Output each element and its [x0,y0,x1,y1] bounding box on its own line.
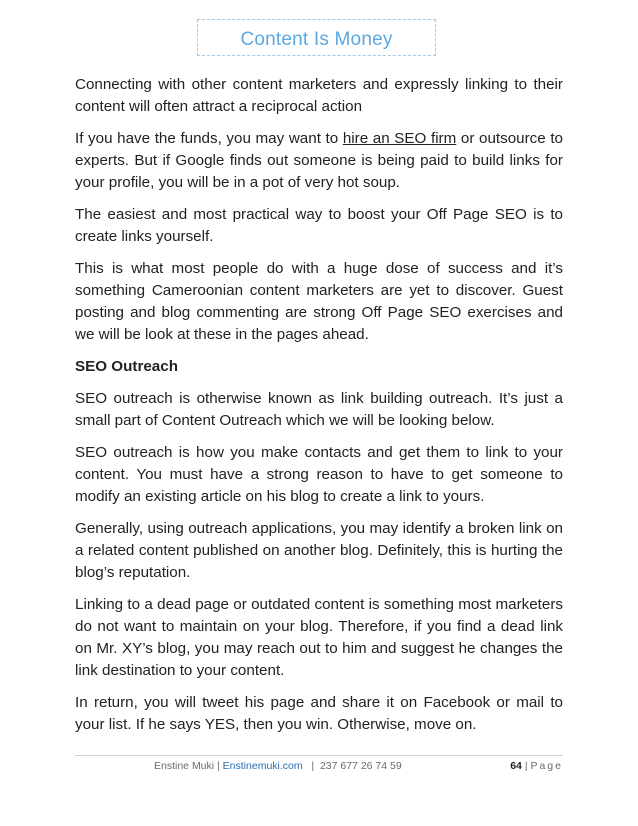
footer-separator: | [302,760,320,772]
paragraph-4: This is what most people do with a huge dose of success and it’s something Cameroonian content marketers are yet to discover. Guest posting and blog commenting are strong Off Page SEO exercises and we will be look at these in the pages ahead. [75,260,563,343]
paragraph-2-text-after: or outsource to experts. But if Google finds out someone is being paid to build links for your profile, you will be in a pot of very hot soup. [75,130,563,191]
paragraph-1: Connecting with other content marketers and expressly linking to their content will often attract a reciprocal action [75,76,563,115]
page-separator: | [521,760,531,772]
paragraph-2-text-before: If you have the funds, you may want to [75,130,343,147]
footer-divider [75,755,563,756]
page-body [75,74,563,746]
paragraph-2 [75,128,563,194]
paragraph-5: SEO outreach is otherwise known as link building outreach. It’s just a small part of Content Outreach which we will be looking below. [75,390,563,429]
hire-seo-firm-link[interactable]: hire an SEO firm [342,130,457,147]
paragraph-3: The easiest and most practical way to boost your Off Page SEO is to create links yourself. [75,206,563,245]
header-box [197,19,436,56]
paragraph-8: Linking to a dead page or outdated content is something most marketers do not want to maintain on your blog. Therefore, if you find a dead link on Mr. XY’s blog, you may reach out to him and suggest he changes the link destination to your content. [75,596,563,679]
footer-separator: | [214,760,223,772]
footer-phone: 237 677 26 74 59 [319,760,402,772]
page-word: Page [530,760,563,772]
page-footer [75,760,563,776]
header-title: Content Is Money [240,29,393,50]
paragraph-9: In return, you will tweet his page and share it on Facebook or mail to your list. If he says YES, then you win. Otherwise, move on. [75,694,563,733]
paragraph-7: Generally, using outreach applications, you may identify a broken link on a related content published on another blog. Definitely, this is hurting the blog’s reputation. [75,520,563,581]
footer-author: Enstine Muki [154,760,215,772]
section-heading: SEO Outreach [75,358,178,375]
footer-info [154,760,402,772]
paragraph-6: SEO outreach is how you make contacts and get them to link to your content. You must have a strong reason to have to get someone to modify an existing article on his blog to create a link to yours. [75,444,563,505]
footer-website-link[interactable]: Enstinemuki.com [222,760,303,772]
footer-page-label [510,760,563,772]
page-number: 64 [510,760,522,772]
